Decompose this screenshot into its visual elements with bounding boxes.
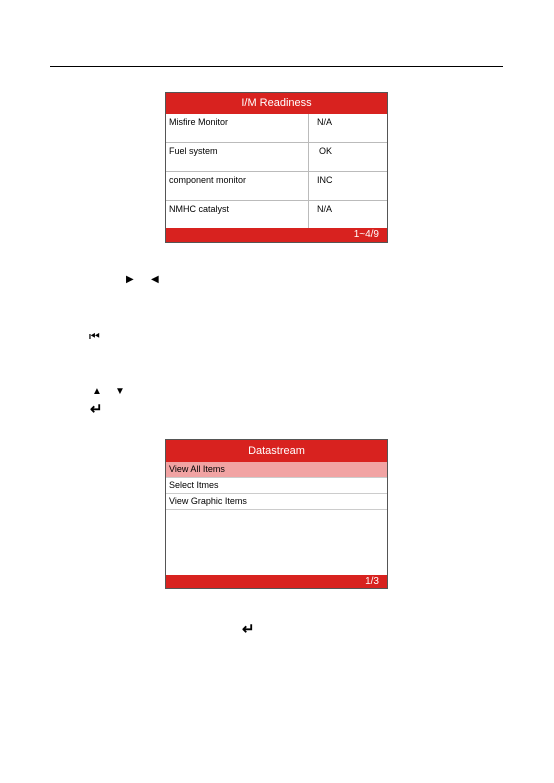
- column-divider: [308, 143, 309, 171]
- menu-item-select-items[interactable]: Select Itmes: [166, 478, 387, 494]
- monitor-status: INC: [317, 175, 333, 185]
- header-rule: [50, 66, 503, 67]
- page-indicator: 1/3: [166, 575, 387, 588]
- column-divider: [308, 201, 309, 229]
- right-arrow-icon: ▶: [126, 274, 134, 285]
- menu-item-view-graphic-items[interactable]: View Graphic Items: [166, 494, 387, 510]
- enter-icon: ↵: [90, 401, 103, 418]
- up-arrow-icon: ▲: [92, 386, 102, 397]
- table-row: [166, 172, 387, 201]
- menu-item-view-all-items[interactable]: View All Items: [166, 462, 387, 478]
- im-readiness-title: I/M Readiness: [166, 93, 387, 114]
- monitor-name: component monitor: [169, 175, 247, 185]
- monitor-status: N/A: [317, 204, 333, 214]
- monitor-status: N/A: [317, 117, 333, 127]
- monitor-name: Fuel system: [169, 146, 218, 156]
- column-divider: [308, 114, 309, 142]
- down-arrow-icon: ▼: [115, 386, 125, 397]
- datastream-title: Datastream: [166, 440, 387, 462]
- table-row: [166, 201, 387, 230]
- im-readiness-screen: [165, 92, 388, 243]
- table-row: [166, 143, 387, 172]
- page-indicator: 1~4/9: [166, 228, 387, 242]
- monitor-name: Misfire Monitor: [169, 117, 229, 127]
- rewind-icon: ⏮: [89, 329, 100, 343]
- datastream-screen: [165, 439, 388, 589]
- table-row: [166, 114, 387, 143]
- monitor-status: OK: [319, 146, 333, 156]
- enter-icon: ↵: [242, 621, 255, 638]
- monitor-name: NMHC catalyst: [169, 204, 230, 214]
- column-divider: [308, 172, 309, 200]
- left-arrow-icon: ◀: [151, 274, 159, 285]
